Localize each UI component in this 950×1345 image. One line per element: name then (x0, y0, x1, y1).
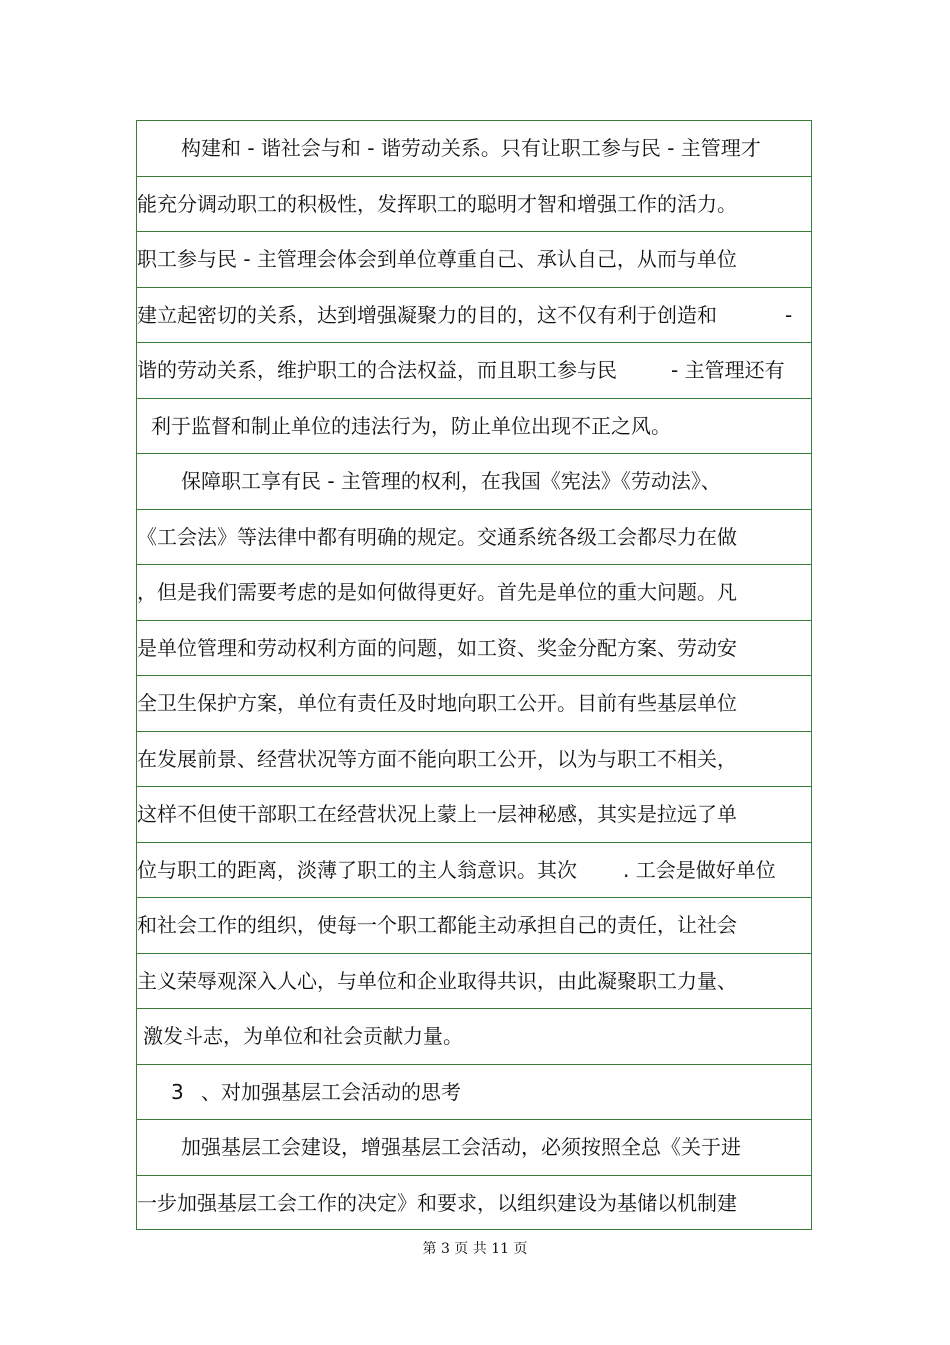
text-segment: 在发展前景、经营状况等方面不能向职工公开，以为与职工不相关， (137, 746, 737, 771)
text-line (137, 954, 811, 1010)
text-segment: 保障职工享有民 - 主管理的权利，在我国《宪法》《劳动法》、 (181, 469, 721, 493)
text-line (137, 288, 811, 344)
text-segment: 建立起密切的关系，达到增强凝聚力的目的，这不仅有利于创造和 (137, 302, 717, 327)
text-line (137, 343, 811, 399)
section-number: 3 (171, 1079, 184, 1104)
text-segment: 这样不但使干部职工在经营状况上蒙上一层神秘感，其实是拉远了单 (137, 802, 737, 826)
text-line (137, 676, 811, 732)
text-segment: 主义荣辱观深入人心，与单位和企业取得共识，由此凝聚职工力量、 (137, 968, 737, 993)
text-line (137, 1120, 811, 1176)
text-line (137, 565, 811, 621)
text-line (137, 121, 811, 177)
text-line (137, 232, 811, 288)
text-line (137, 1176, 811, 1232)
document-text-frame (136, 120, 812, 1230)
text-segment: 和社会工作的组织，使每一个职工都能主动承担自己的责任，让社会 (137, 913, 737, 937)
text-segment: 位与职工的距离，淡薄了职工的主人翁意识。其次 (137, 857, 577, 882)
text-segment: - (785, 302, 793, 327)
text-segment: 加强基层工会建设，增强基层工会活动，必须按照全总《关于进 (181, 1135, 741, 1159)
text-segment: 能充分调动职工的积极性，发挥职工的聪明才智和增强工作的活力。 (137, 191, 737, 216)
text-line (137, 898, 811, 954)
text-line (137, 510, 811, 566)
text-segment: 《工会法》等法律中都有明确的规定。交通系统各级工会都尽力在做 (137, 524, 737, 549)
text-segment: 激发斗志，为单位和社会贡献力量。 (143, 1024, 463, 1048)
text-line (137, 1009, 811, 1065)
text-line (137, 177, 811, 233)
text-line (137, 454, 811, 510)
text-line (137, 399, 811, 455)
text-segment: 谐的劳动关系，维护职工的合法权益，而且职工参与民 (137, 358, 617, 382)
text-line (137, 732, 811, 788)
text-segment: . 工会是做好单位 (623, 857, 776, 882)
text-line (137, 843, 811, 899)
text-line (137, 1065, 811, 1121)
text-segment: 职工参与民 - 主管理会体会到单位尊重自己、承认自己，从而与单位 (137, 247, 737, 271)
section-heading: 、对加强基层工会活动的思考 (201, 1079, 461, 1104)
text-segment: - 主管理还有 (671, 358, 785, 382)
text-segment: ，但是我们需要考虑的是如何做得更好。首先是单位的重大问题。凡 (137, 580, 737, 604)
text-line (137, 787, 811, 843)
text-segment: 构建和 - 谐社会与和 - 谐劳动关系。只有让职工参与民 - 主管理才 (181, 136, 761, 160)
text-segment: 一步加强基层工会工作的决定》和要求，以组织建设为基储以机制建 (137, 1190, 737, 1215)
text-segment: 是单位管理和劳动权利方面的问题，如工资、奖金分配方案、劳动安 (137, 635, 737, 660)
page-footer: 第 3 页 共 11 页 (422, 1241, 528, 1257)
text-segment: 利于监督和制止单位的违法行为，防止单位出现不正之风。 (151, 413, 671, 438)
text-segment: 全卫生保护方案，单位有责任及时地向职工公开。目前有些基层单位 (137, 691, 737, 715)
text-line (137, 621, 811, 677)
